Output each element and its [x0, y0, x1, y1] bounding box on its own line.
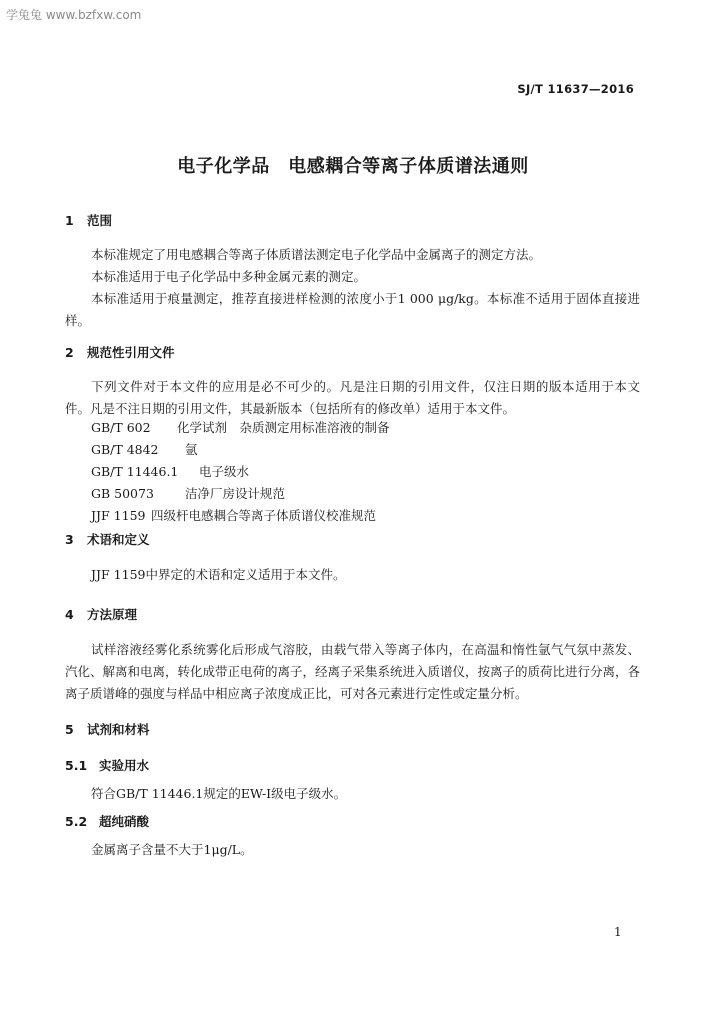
document-title: 电子化学品 电感耦合等离子体质谱法通则	[177, 156, 529, 177]
reference-item	[91, 484, 285, 502]
paragraph: 符合GB/T 11446.1规定的EW-Ⅰ级电子级水。	[91, 786, 347, 801]
reference-code: JJF 1159	[91, 508, 146, 523]
reference-name: 四级杆电感耦合等离子体质谱仪校准规范	[151, 508, 377, 523]
page-number: 1	[614, 925, 622, 939]
section-number: 2	[65, 345, 74, 360]
standard-number: SJ/T 11637—2016	[517, 82, 634, 96]
section-1-heading	[65, 211, 112, 229]
subsection-number: 5.2	[65, 814, 88, 829]
reference-name: 氩	[185, 442, 198, 457]
reference-code: GB 50073	[91, 486, 154, 501]
section-title: 方法原理	[87, 607, 138, 622]
reference-name: 电子级水	[199, 464, 250, 479]
section-number: 4	[65, 607, 74, 622]
reference-code: GB/T 602	[91, 420, 151, 435]
paragraph: JJF 1159中界定的术语和定义适用于本文件。	[91, 567, 346, 582]
paragraph: 金属离子含量不大于1μg/L。	[91, 842, 253, 857]
subsection-title: 超纯硝酸	[99, 814, 150, 829]
section-title: 试剂和材料	[87, 722, 150, 737]
reference-code: GB/T 11446.1	[91, 464, 179, 479]
section-title: 规范性引用文件	[87, 345, 175, 360]
section-number: 3	[65, 532, 74, 547]
section-4-heading	[65, 605, 137, 623]
section-3-heading	[65, 530, 150, 548]
reference-code: GB/T 4842	[91, 442, 159, 457]
reference-item	[91, 418, 390, 436]
section-number: 1	[65, 213, 74, 228]
paragraph: 本标准适用于电子化学品中多种金属元素的测定。	[91, 269, 367, 284]
paragraph: 下列文件对于本文件的应用是必不可少的。凡是注日期的引用文件，仅注日期的版本适用于本文件。凡是不注日期的引用文件，其最新版本（包括所有的修改单）适用于本文件。	[65, 379, 640, 416]
section-title: 术语和定义	[87, 532, 150, 547]
subsection-title: 实验用水	[99, 758, 150, 773]
section-5-heading	[65, 720, 150, 738]
paragraph: 本标准规定了用电感耦合等离子体质谱法测定电子化学品中金属离子的测定方法。	[91, 247, 542, 262]
reference-item	[91, 462, 249, 480]
subsection-5-1-heading	[65, 756, 149, 774]
reference-name: 化学试剂 杂质测定用标准溶液的制备	[177, 420, 390, 435]
section-number: 5	[65, 722, 74, 737]
paragraph: 本标准适用于痕量测定，推荐直接进样检测的浓度小于1 000 μg/kg。本标准不适用于固体直接进样。	[65, 291, 640, 328]
reference-name: 洁净厂房设计规范	[185, 486, 286, 501]
subsection-number: 5.1	[65, 758, 88, 773]
section-2-heading	[65, 343, 175, 361]
reference-item	[91, 506, 376, 524]
section-title: 范围	[87, 213, 113, 228]
subsection-5-2-heading	[65, 812, 149, 830]
watermark: 学兔兔 www.bzfxw.com	[6, 8, 142, 22]
paragraph: 试样溶液经雾化系统雾化后形成气溶胶，由载气带入等离子体内，在高温和惰性氩气气氛中蒸发、汽化、解离和电离，转化成带正电荷的离子，经离子采集系统进入质谱仪，按离子的质荷比进行分离，各离子质谱峰的强度与样品中相应离子浓度成正比，可对各元素进行定性或定量分析。	[65, 642, 641, 701]
reference-item	[91, 440, 198, 458]
